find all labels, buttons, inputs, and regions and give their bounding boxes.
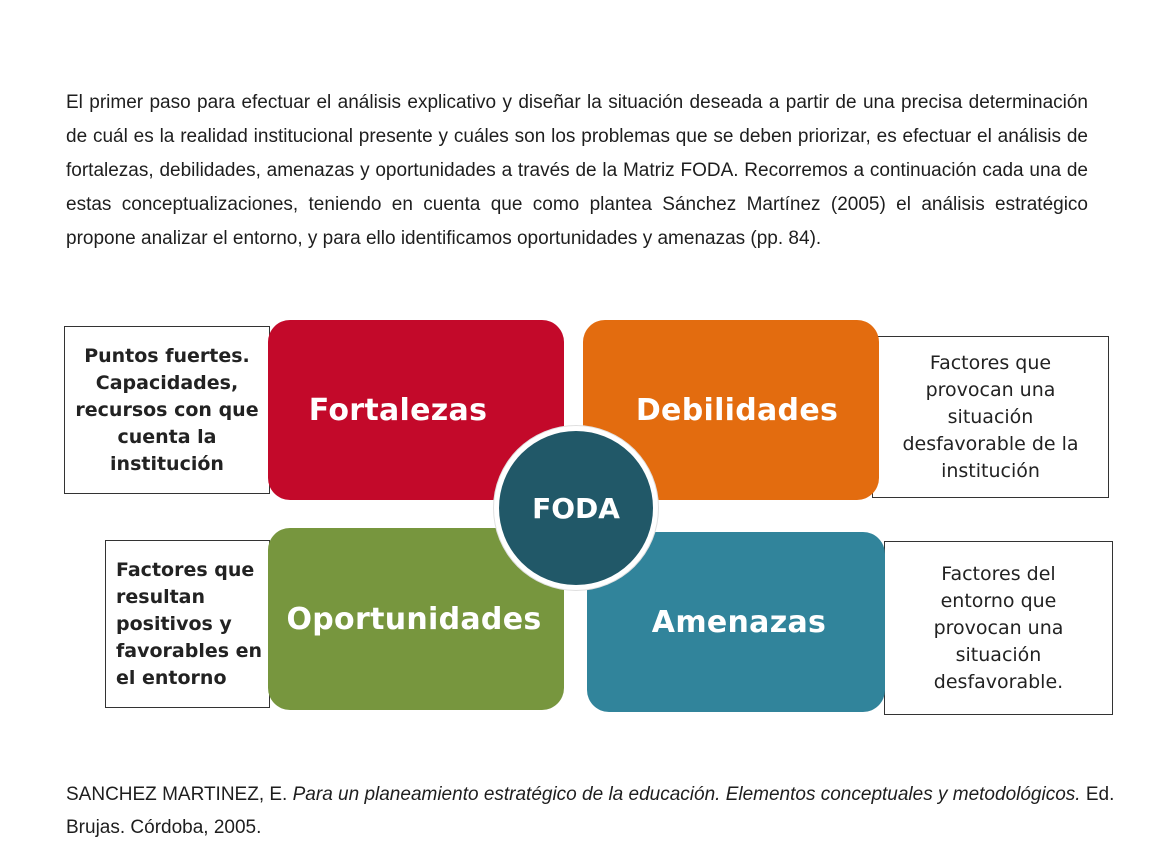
note-line: situación	[947, 405, 1034, 428]
note-line: positivos y	[116, 612, 232, 635]
note-amenazas	[884, 541, 1113, 715]
note-line: institución	[941, 459, 1040, 482]
note-fortalezas	[64, 326, 270, 494]
note-line: recursos con que	[75, 398, 259, 421]
citation-author: SANCHEZ MARTINEZ, E.	[66, 784, 288, 805]
note-debilidades	[872, 336, 1109, 498]
quadrant-label: Fortalezas	[308, 392, 488, 428]
note-line: institución	[110, 452, 224, 475]
note-line: Capacidades,	[95, 371, 239, 394]
note-line: provocan una	[933, 616, 1064, 639]
note-line: desfavorable.	[933, 670, 1064, 693]
citation-title: Para un planeamiento estratégico de la educación. Elementos conceptuales y metodológicos.	[292, 784, 1081, 805]
note-line: Factores que	[929, 351, 1052, 374]
note-line: Puntos fuertes.	[84, 344, 250, 367]
quadrant-label: Amenazas	[651, 604, 827, 640]
note-line: cuenta la	[117, 425, 217, 448]
quadrant-label: Oportunidades	[286, 601, 542, 637]
note-line: situación	[955, 643, 1042, 666]
intro-paragraph: El primer paso para efectuar el análisis explicativo y diseñar la situación deseada a partir de una precisa determinación de cuál es la realidad institucional presente y cuáles son los problemas que se deben priorizar, es efectuar el análisis de fortalezas, debilidades, amenazas y oportunidades a través de la Matriz FODA. Recorremos a continuación cada una de estas conceptualizaciones, teniendo en cuenta que como plantea Sánchez Martínez (2005) el análisis estratégico propone analizar el entorno, y para ello identificamos oportunidades y amenazas (pp. 84).	[66, 92, 1088, 249]
note-oportunidades	[105, 540, 270, 708]
note-line: Factores del	[941, 562, 1056, 585]
note-line: provocan una	[925, 378, 1056, 401]
note-line: resultan	[116, 585, 206, 608]
note-line: favorables en	[116, 639, 263, 662]
note-line: el entorno	[116, 666, 227, 689]
foda-diagram	[0, 310, 1152, 730]
note-line: desfavorable de la	[902, 432, 1079, 455]
note-line: entorno que	[940, 589, 1057, 612]
center-label: FODA	[532, 491, 620, 525]
quadrant-label: Debilidades	[635, 392, 839, 428]
citation	[66, 778, 1126, 844]
note-line: Factores que	[116, 558, 255, 581]
center-foda-circle	[494, 426, 658, 590]
citation-publisher: Ed. Brujas. Córdoba, 2005.	[66, 784, 1115, 838]
